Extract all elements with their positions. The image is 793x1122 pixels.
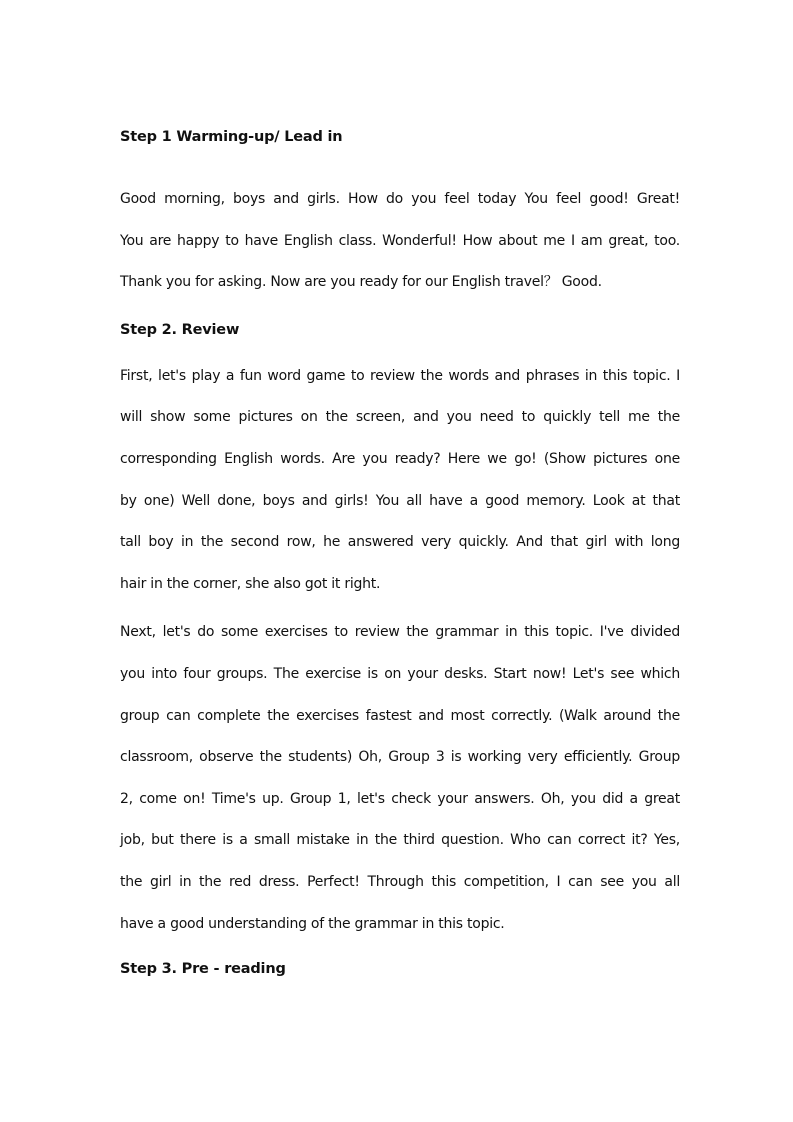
document-body xyxy=(120,119,680,987)
paragraph-grammar-exercise xyxy=(120,612,680,945)
text-line: group can complete the exercises fastest and most correctly. (Walk around the xyxy=(120,707,680,724)
paragraph-word-game xyxy=(120,356,680,606)
text-line: will show some pictures on the screen, and you need to quickly tell me the xyxy=(120,409,680,426)
text-line: 2, come on! Time's up. Group 1, let's check your answers. Oh, you did a great xyxy=(120,790,680,807)
text-line: tall boy in the second row, he answered very quickly. And that girl with long xyxy=(120,534,680,551)
text-line: Good morning, boys and girls. How do you feel today You feel good! Great! xyxy=(120,191,680,207)
text-line: hair in the corner, she also got it right. xyxy=(120,575,381,592)
text-line: have a good understanding of the grammar in this topic. xyxy=(120,915,505,932)
text-line: Next, let's do some exercises to review the grammar in this topic. I've divided xyxy=(120,624,680,641)
text-line: job, but there is a small mistake in the third question. Who can correct it? Yes, xyxy=(120,832,680,849)
text-line: the girl in the red dress. Perfect! Through this competition, I can see you all xyxy=(120,873,680,890)
section-heading-step-2: Step 2. Review xyxy=(120,321,240,338)
section-heading-step-1: Step 1 Warming-up/ Lead in xyxy=(120,129,343,145)
text-line: by one) Well done, boys and girls! You all have a good memory. Look at that xyxy=(120,492,680,509)
text-line: You are happy to have English class. Wonderful! How about me I am great, too. xyxy=(120,232,680,249)
section-heading-step-3: Step 3. Pre - reading xyxy=(120,961,286,978)
text-line: classroom, observe the students) Oh, Group 3 is working very efficiently. Group xyxy=(120,749,680,766)
text-line: First, let's play a fun word game to review the words and phrases in this topic. I xyxy=(120,367,680,384)
paragraph-warming-up xyxy=(120,179,680,304)
text-line: Thank you for asking. Now are you ready for our English travel？ Good. xyxy=(120,274,602,291)
text-line: you into four groups. The exercise is on your desks. Start now! Let's see which xyxy=(120,665,680,682)
text-line: corresponding English words. Are you ready? Here we go! (Show pictures one xyxy=(120,450,680,467)
